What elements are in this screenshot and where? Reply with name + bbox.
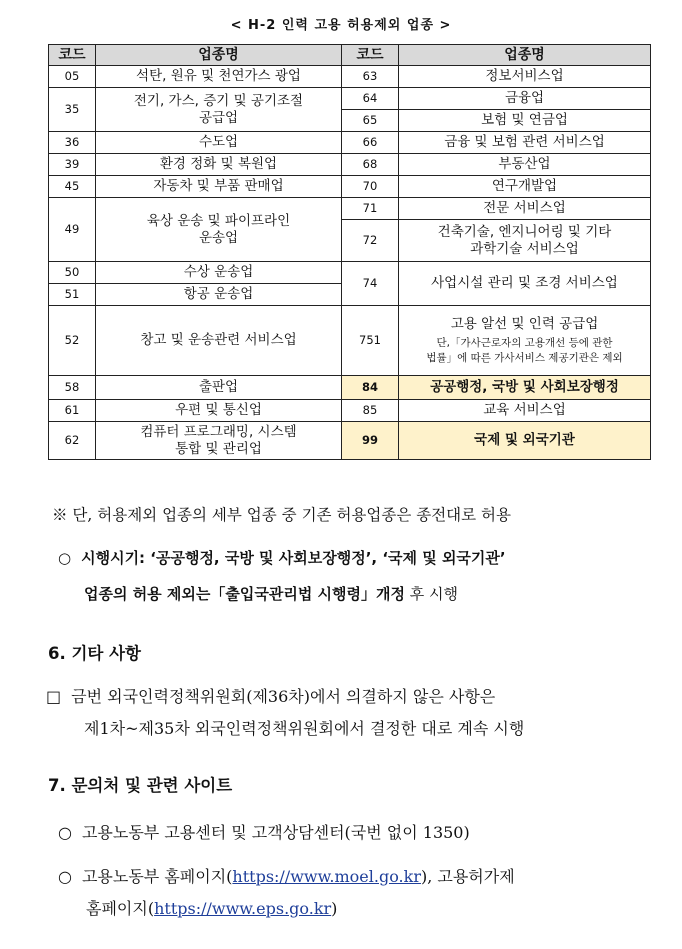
code-cell: 68 — [342, 154, 399, 176]
section-6-line2: 제1차~제35차 외국인력정책위원회에서 결정한 대로 계속 시행 — [84, 719, 525, 738]
website-prefix: 고용노동부 홈페이지( — [81, 867, 233, 886]
header-code-right: 코드 — [342, 45, 399, 66]
industry-cell: 금융 및 보험 관련 서비스업 — [399, 132, 651, 154]
eps-link[interactable]: https://www.eps.go.kr — [154, 899, 332, 918]
industry-cell: 전문 서비스업 — [399, 198, 651, 220]
square-bullet-icon: □ — [46, 687, 62, 706]
page-title: < H-2 인력 고용 허용제외 업종 > — [230, 18, 452, 33]
code-cell: 72 — [342, 220, 399, 262]
industry-line: 과학기술 서비스업 — [470, 240, 579, 257]
table-row — [49, 422, 651, 460]
website-item — [58, 864, 515, 887]
code-cell: 66 — [342, 132, 399, 154]
table-row — [49, 132, 651, 154]
industry-cell: 출판업 — [96, 376, 342, 400]
code-cell: 751 — [342, 306, 399, 376]
circle-bullet-icon: ○ — [58, 549, 72, 567]
industry-cell — [399, 306, 651, 376]
industry-line: 운송업 — [198, 229, 239, 246]
code-cell: 71 — [342, 198, 399, 220]
table-row — [49, 306, 651, 376]
excluded-industries-table — [48, 44, 651, 460]
industry-cell — [96, 422, 342, 460]
header-industry-right: 업종명 — [399, 45, 651, 66]
code-cell: 50 — [49, 262, 96, 284]
industry-line: 통합 및 관리업 — [175, 440, 262, 457]
enforcement-text-rest: 후 시행 — [404, 585, 458, 603]
industry-cell: 항공 운송업 — [96, 284, 342, 306]
code-cell: 49 — [49, 198, 96, 262]
table-row — [49, 176, 651, 198]
code-cell: 62 — [49, 422, 96, 460]
code-cell: 39 — [49, 154, 96, 176]
website-suffix: ) — [331, 899, 338, 918]
industry-cell: 사업시설 관리 및 조경 서비스업 — [399, 262, 651, 306]
website-item-line2 — [86, 896, 337, 919]
industry-line: 고용 알선 및 인력 공급업 — [450, 315, 599, 332]
industry-cell: 수도업 — [96, 132, 342, 154]
website-prefix: 홈페이지( — [86, 899, 155, 918]
enforcement-bullet-line1 — [58, 547, 506, 568]
industry-line: 육상 운송 및 파이프라인 — [146, 212, 291, 229]
section-6-line1 — [46, 684, 495, 707]
code-cell-highlighted: 84 — [342, 376, 399, 400]
table-row — [49, 198, 651, 220]
exception-note: 단,「가사근로자의 고용개선 등에 관한 — [436, 336, 613, 349]
code-cell: 63 — [342, 66, 399, 88]
industry-line: 건축기술, 엔지니어링 및 기타 — [437, 223, 612, 240]
section-6-heading: 6. 기타 사항 — [48, 644, 141, 663]
enforcement-bullet-line2 — [84, 583, 458, 604]
exception-note-text: ※ 단, 허용제외 업종의 세부 업종 중 기존 허용업종은 종전대로 허용 — [52, 506, 511, 524]
table-row — [49, 400, 651, 422]
enforcement-text-bold: 업종의 허용 제외는「출입국관리법 시행령」개정 — [84, 585, 405, 603]
table-row — [49, 262, 651, 284]
table-row — [49, 154, 651, 176]
industry-cell — [96, 198, 342, 262]
table-row — [49, 88, 651, 110]
industry-cell: 정보서비스업 — [399, 66, 651, 88]
code-cell: 36 — [49, 132, 96, 154]
code-cell: 45 — [49, 176, 96, 198]
table-row — [49, 66, 651, 88]
code-cell: 05 — [49, 66, 96, 88]
industry-cell: 연구개발업 — [399, 176, 651, 198]
industry-cell — [399, 220, 651, 262]
code-cell: 85 — [342, 400, 399, 422]
code-cell: 58 — [49, 376, 96, 400]
code-cell: 65 — [342, 110, 399, 132]
moel-link[interactable]: https://www.moel.go.kr — [232, 867, 421, 886]
contact-text: 고용노동부 고용센터 및 고객상담센터(국번 없이 1350) — [81, 823, 470, 842]
exception-note: 법률」에 따른 가사서비스 제공기관은 제외 — [426, 351, 623, 364]
industry-cell: 보험 및 연금업 — [399, 110, 651, 132]
industry-cell-highlighted: 국제 및 외국기관 — [399, 422, 651, 460]
industry-line: 전기, 가스, 증기 및 공기조절 — [133, 92, 304, 109]
code-cell: 74 — [342, 262, 399, 306]
code-cell: 70 — [342, 176, 399, 198]
enforcement-text: 시행시기: ‘공공행정, 국방 및 사회보장행정’, ‘국제 및 외국기관’ — [81, 549, 506, 567]
header-industry-left: 업종명 — [96, 45, 342, 66]
industry-line: 공급업 — [198, 109, 239, 126]
website-mid: ), 고용허가제 — [420, 867, 515, 886]
industry-cell: 수상 운송업 — [96, 262, 342, 284]
table-header-row — [49, 45, 651, 66]
industry-cell-highlighted: 공공행정, 국방 및 사회보장행정 — [399, 376, 651, 400]
section-7-heading: 7. 문의처 및 관련 사이트 — [48, 776, 233, 795]
code-cell: 35 — [49, 88, 96, 132]
table-row — [49, 376, 651, 400]
industry-cell — [96, 88, 342, 132]
industry-line: 컴퓨터 프로그래밍, 시스템 — [140, 423, 297, 440]
circle-bullet-icon: ○ — [58, 867, 72, 886]
contact-item — [58, 820, 470, 843]
industry-cell: 자동차 및 부품 판매업 — [96, 176, 342, 198]
industry-cell: 우편 및 통신업 — [96, 400, 342, 422]
code-cell: 52 — [49, 306, 96, 376]
code-cell-highlighted: 99 — [342, 422, 399, 460]
industry-cell: 부동산업 — [399, 154, 651, 176]
code-cell: 64 — [342, 88, 399, 110]
code-cell: 51 — [49, 284, 96, 306]
section-6-text: 금번 외국인력정책위원회(제36차)에서 의결하지 않은 사항은 — [71, 687, 496, 706]
industry-cell: 교육 서비스업 — [399, 400, 651, 422]
industry-cell: 석탄, 원유 및 천연가스 광업 — [96, 66, 342, 88]
header-code-left: 코드 — [49, 45, 96, 66]
code-cell: 61 — [49, 400, 96, 422]
industry-cell: 환경 정화 및 복원업 — [96, 154, 342, 176]
industry-cell: 창고 및 운송관련 서비스업 — [96, 306, 342, 376]
circle-bullet-icon: ○ — [58, 823, 72, 842]
industry-cell: 금융업 — [399, 88, 651, 110]
